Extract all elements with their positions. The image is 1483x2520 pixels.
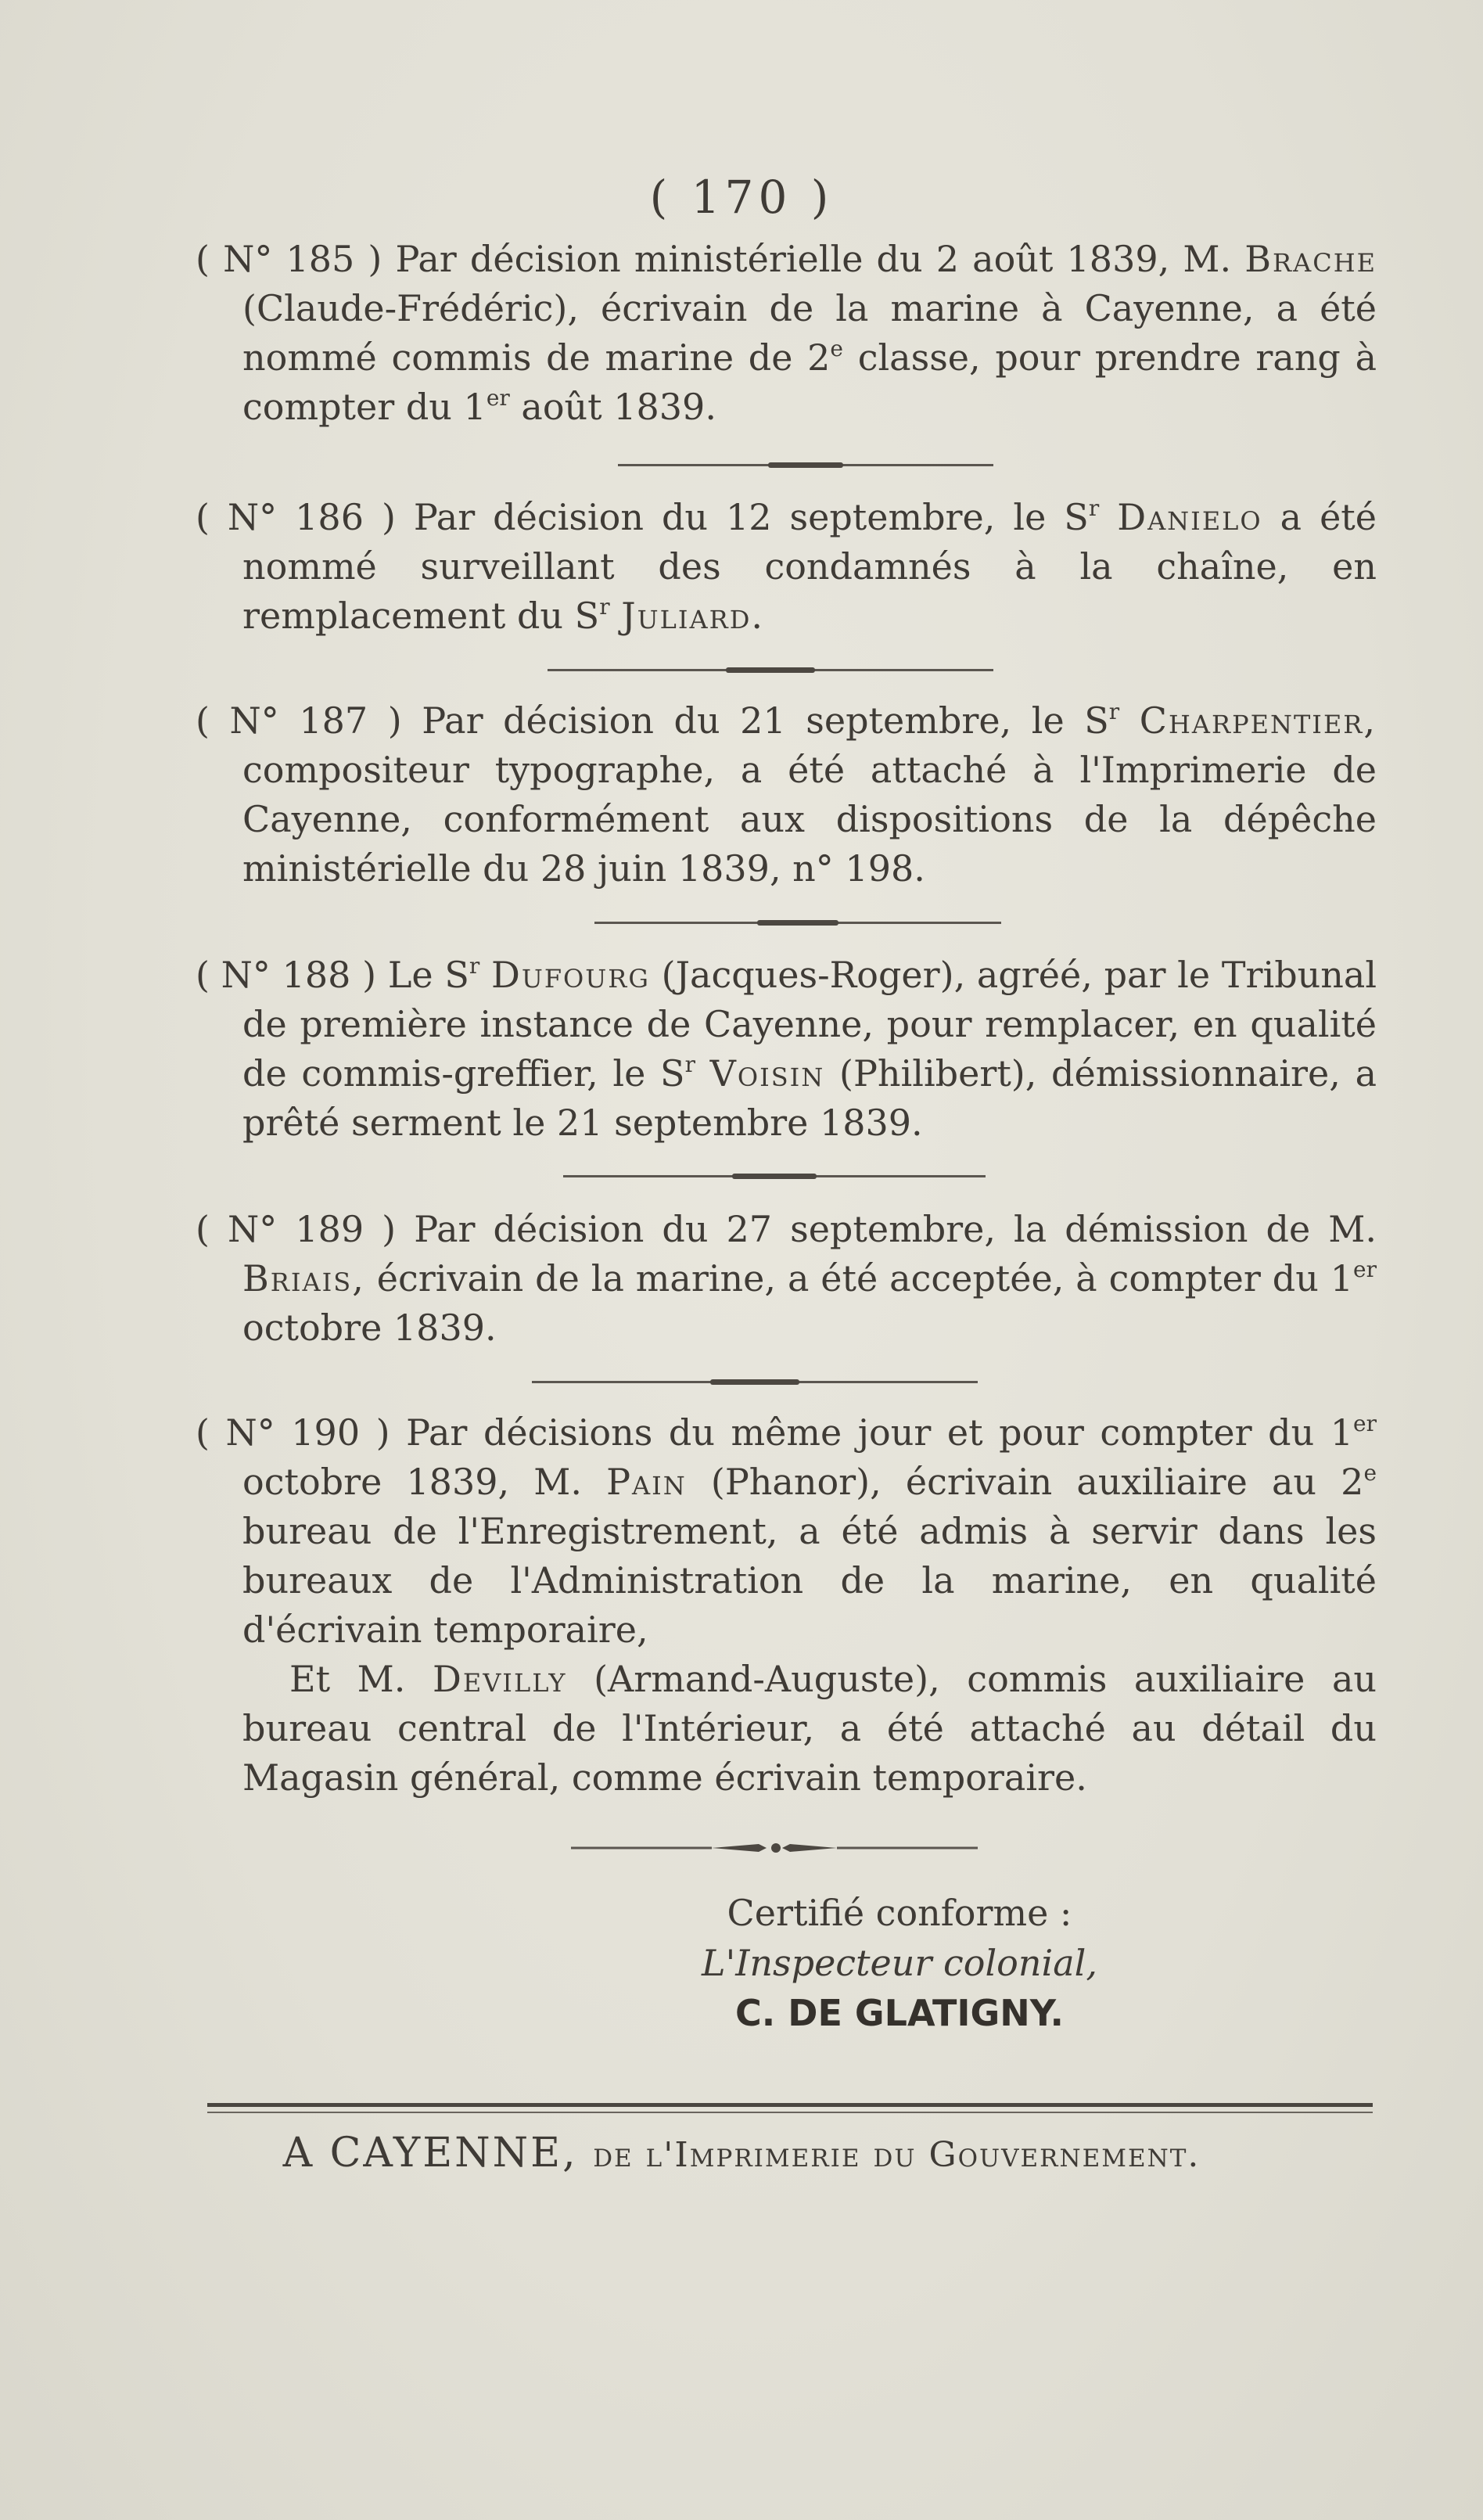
superscript: er: [486, 385, 510, 411]
entry-text: octobre 1839.: [242, 1307, 497, 1349]
person-name: Briais,: [242, 1257, 365, 1300]
entry-187: [196, 696, 1377, 893]
entry-paragraph: [196, 696, 1377, 893]
separator-rule: [548, 669, 993, 671]
separator-rule: [594, 922, 1001, 924]
entry-paragraph: [196, 951, 1377, 1148]
entry-text: Et M.: [289, 1658, 406, 1700]
superscript: er: [1353, 1411, 1377, 1436]
entry-text: octobre 1839, M.: [242, 1461, 582, 1503]
inspector-title: L'Inspecteur colonial,: [702, 1942, 1097, 1984]
entry-text: a été nommé surveillant des condamnés à la chaîne, en remplacement du S: [242, 496, 1377, 637]
entry-text: compositeur typographe, a été attaché à l'Imprimerie de Cayenne, conformément aux dispositions de la dépêche ministérielle du 28 juin 1839, n° 198.: [242, 749, 1377, 890]
person-name: Danielo: [1117, 496, 1262, 538]
entry-text: Par décision ministérielle du 2 août 1839, M.: [395, 238, 1232, 280]
entry-number: ( N° 186 ): [196, 496, 396, 538]
separator-rule: [618, 464, 993, 466]
entry-number: ( N° 187 ): [196, 699, 402, 742]
signatory-name: C. DE GLATIGNY.: [735, 1992, 1064, 2034]
entry-text: Par décision du 27 septembre, la démission de M.: [414, 1208, 1377, 1250]
person-name: Voisin: [709, 1052, 825, 1095]
entry-text: écrivain de la marine, a été acceptée, à compter du 1: [376, 1257, 1354, 1300]
entry-paragraph: [196, 235, 1377, 432]
entry-paragraph: [196, 1205, 1377, 1353]
entry-paragraph: [196, 493, 1377, 641]
superscript: r: [1108, 699, 1120, 724]
entry-text: Par décision du 12 septembre, le S: [413, 496, 1089, 538]
entry-text: (Jacques-Roger), agréé, par le Tribunal de première instance de Cayenne, pour remplacer, en qualité de commis-greffier, le S: [242, 954, 1377, 1095]
certified-line: Certifié conforme :: [727, 1892, 1072, 1934]
entry-text: Le S: [387, 954, 469, 996]
person-name: Juliard.: [621, 595, 764, 637]
person-name: Pain: [606, 1461, 687, 1503]
entry-188: [196, 951, 1377, 1148]
entry-185: [196, 235, 1377, 432]
entry-text: Par décision du 21 septembre, le S: [422, 699, 1109, 742]
person-name: Devilly: [432, 1658, 567, 1700]
superscript: e: [830, 336, 843, 361]
entry-text: Par décisions du même jour et pour compter du 1: [406, 1411, 1354, 1454]
ornament-divider: [571, 1840, 978, 1856]
footer-rule: [207, 2112, 1373, 2113]
entry-continuation: [242, 1655, 1377, 1803]
footer-rule: [207, 2103, 1373, 2107]
superscript: e: [1363, 1460, 1377, 1486]
entry-text: bureau de l'Enregistrement, a été admis à servir dans les bureaux de l'Administration de la marine, en qualité d'écrivain temporaire,: [242, 1510, 1377, 1651]
person-name: Brache: [1244, 238, 1377, 280]
entry-number: ( N° 189 ): [196, 1208, 397, 1250]
entry-text: (Armand-Auguste), commis auxiliaire au bureau central de l'Intérieur, a été attaché au détail du Magasin général, comme écrivain temporaire.: [242, 1658, 1377, 1799]
imprint-press: de l'Imprimerie du Gouvernement.: [593, 2135, 1201, 2175]
entry-text: (Claude-Frédéric), écrivain de la marine à Cayenne, a été nommé commis de marine de 2: [242, 287, 1377, 379]
entry-text: (Phanor), écrivain auxiliaire au 2: [710, 1461, 1364, 1503]
person-name: Dufourg: [490, 954, 650, 996]
superscript: r: [684, 1051, 695, 1077]
entry-number: ( N° 190 ): [196, 1411, 390, 1454]
entry-186: [196, 493, 1377, 641]
entry-number: ( N° 185 ): [196, 238, 382, 280]
superscript: r: [599, 594, 610, 620]
entry-paragraph: [196, 1408, 1377, 1655]
superscript: r: [1088, 495, 1100, 521]
entry-number: ( N° 188 ): [196, 954, 377, 996]
entry-189: [196, 1205, 1377, 1353]
superscript: er: [1353, 1256, 1377, 1282]
separator-rule: [532, 1381, 978, 1383]
imprint-city: A CAYENNE,: [282, 2130, 578, 2177]
imprint-footer: [0, 2130, 1483, 2177]
entry-text: août 1839.: [521, 386, 716, 428]
entry-text: (Philibert), démissionnaire, a prêté serment le 21 septembre 1839.: [242, 1052, 1377, 1144]
separator-rule: [563, 1175, 986, 1177]
entry-text: classe, pour prendre rang à compter du 1: [242, 336, 1377, 428]
entry-190: [196, 1408, 1377, 1803]
page-number: ( 170 ): [649, 171, 834, 224]
superscript: r: [469, 953, 480, 979]
person-name: Charpentier,: [1139, 699, 1377, 742]
